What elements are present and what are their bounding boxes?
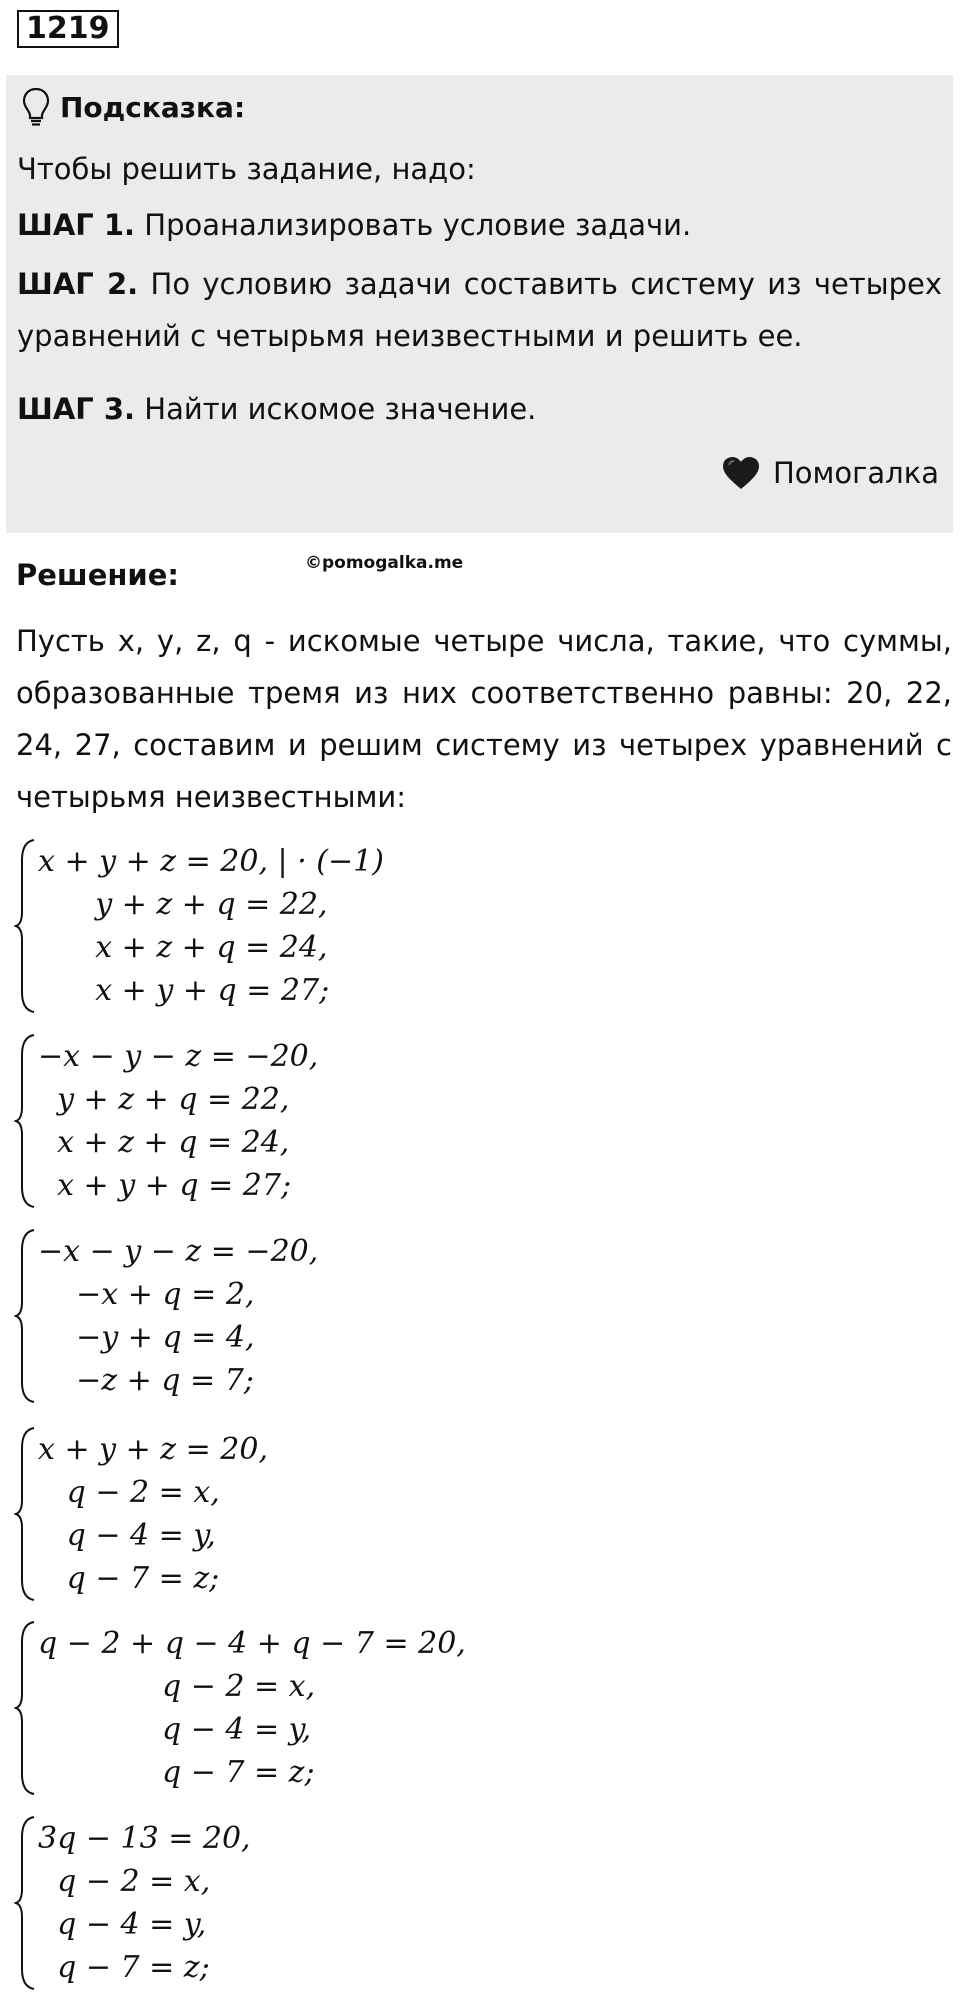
equation: y + z + q = 22,: [38, 887, 328, 922]
brand-name: Помогалка: [773, 456, 939, 490]
equation-system-6: [14, 1815, 251, 1991]
brand-link[interactable]: [721, 455, 939, 491]
step-2-label: ШАГ 2.: [17, 267, 139, 301]
brace-icon: [14, 838, 38, 1014]
task-number: 1219: [17, 10, 119, 48]
brace-icon: [14, 1620, 38, 1796]
equation: −y + q = 4,: [38, 1320, 255, 1355]
lightbulb-icon: [22, 87, 50, 127]
equation-system-2: [14, 1033, 318, 1209]
hint-intro: Чтобы решить задание, надо:: [17, 152, 476, 186]
equation-system-1: [14, 838, 384, 1014]
brace-icon: [14, 1228, 38, 1404]
brace-icon: [14, 1033, 38, 1209]
solution-title: Решение:: [16, 558, 180, 592]
hint-box: [6, 75, 953, 533]
equation: q − 4 = y,: [38, 1712, 312, 1747]
equation: x + z + q = 24,: [38, 930, 328, 965]
brace-icon: [14, 1426, 38, 1602]
equation: x + y + q = 27;: [38, 1168, 292, 1203]
step-2-text: По условию задачи составить систему из четырех уравнений с четырьмя неизвестными и решить ее.: [17, 267, 942, 353]
hint-step-1: [17, 199, 942, 251]
solution-intro: Пусть x, y, z, q - искомые четыре числа, такие, что суммы, образованные тремя из них соответственно равны: 20, 22, 24, 27, составим и решим систему из четырех уравнений с четырьмя неизвестными:: [16, 624, 952, 814]
equation: x + z + q = 24,: [38, 1125, 290, 1160]
equation: q − 2 = x,: [38, 1669, 316, 1704]
equation: q − 4 = y,: [38, 1907, 207, 1942]
equation: q − 7 = z;: [38, 1561, 220, 1596]
step-3-text: Найти искомое значение.: [135, 392, 537, 426]
hint-step-3: [17, 383, 942, 435]
equation: −x − y − z = −20,: [38, 1039, 319, 1074]
equation: 3q − 13 = 20,: [38, 1821, 251, 1856]
equation: q − 2 = x,: [38, 1864, 211, 1899]
equation: x + y + z = 20,: [38, 1432, 269, 1467]
equation: q − 2 + q − 4 + q − 7 = 20,: [38, 1626, 466, 1661]
equation: y + z + q = 22,: [38, 1082, 290, 1117]
equation: −x + q = 2,: [38, 1277, 255, 1312]
equation-system-5: [14, 1620, 466, 1796]
step-1-label: ШАГ 1.: [17, 208, 136, 242]
equation: x + y + q = 27;: [38, 973, 330, 1008]
equation: −z + q = 7;: [38, 1363, 254, 1398]
copyright-watermark: ©pomogalka.me: [305, 553, 464, 573]
equation: q − 4 = y,: [38, 1518, 216, 1553]
equation: q − 7 = z;: [38, 1755, 315, 1790]
hint-title-text: Подсказка:: [60, 90, 246, 124]
equation: q − 7 = z;: [38, 1950, 210, 1985]
equation: x + y + z = 20, | · (−1): [38, 844, 384, 879]
step-3-label: ШАГ 3.: [17, 392, 136, 426]
brace-icon: [14, 1815, 38, 1991]
equation-system-3: [14, 1228, 318, 1404]
hint-step-2: [17, 258, 942, 362]
heart-icon: [721, 455, 761, 491]
hint-title: [22, 87, 245, 127]
equation-system-4: [14, 1426, 268, 1602]
equation: q − 2 = x,: [38, 1475, 220, 1510]
step-1-text: Проанализировать условие задачи.: [135, 208, 692, 242]
equation: −x − y − z = −20,: [38, 1234, 319, 1269]
